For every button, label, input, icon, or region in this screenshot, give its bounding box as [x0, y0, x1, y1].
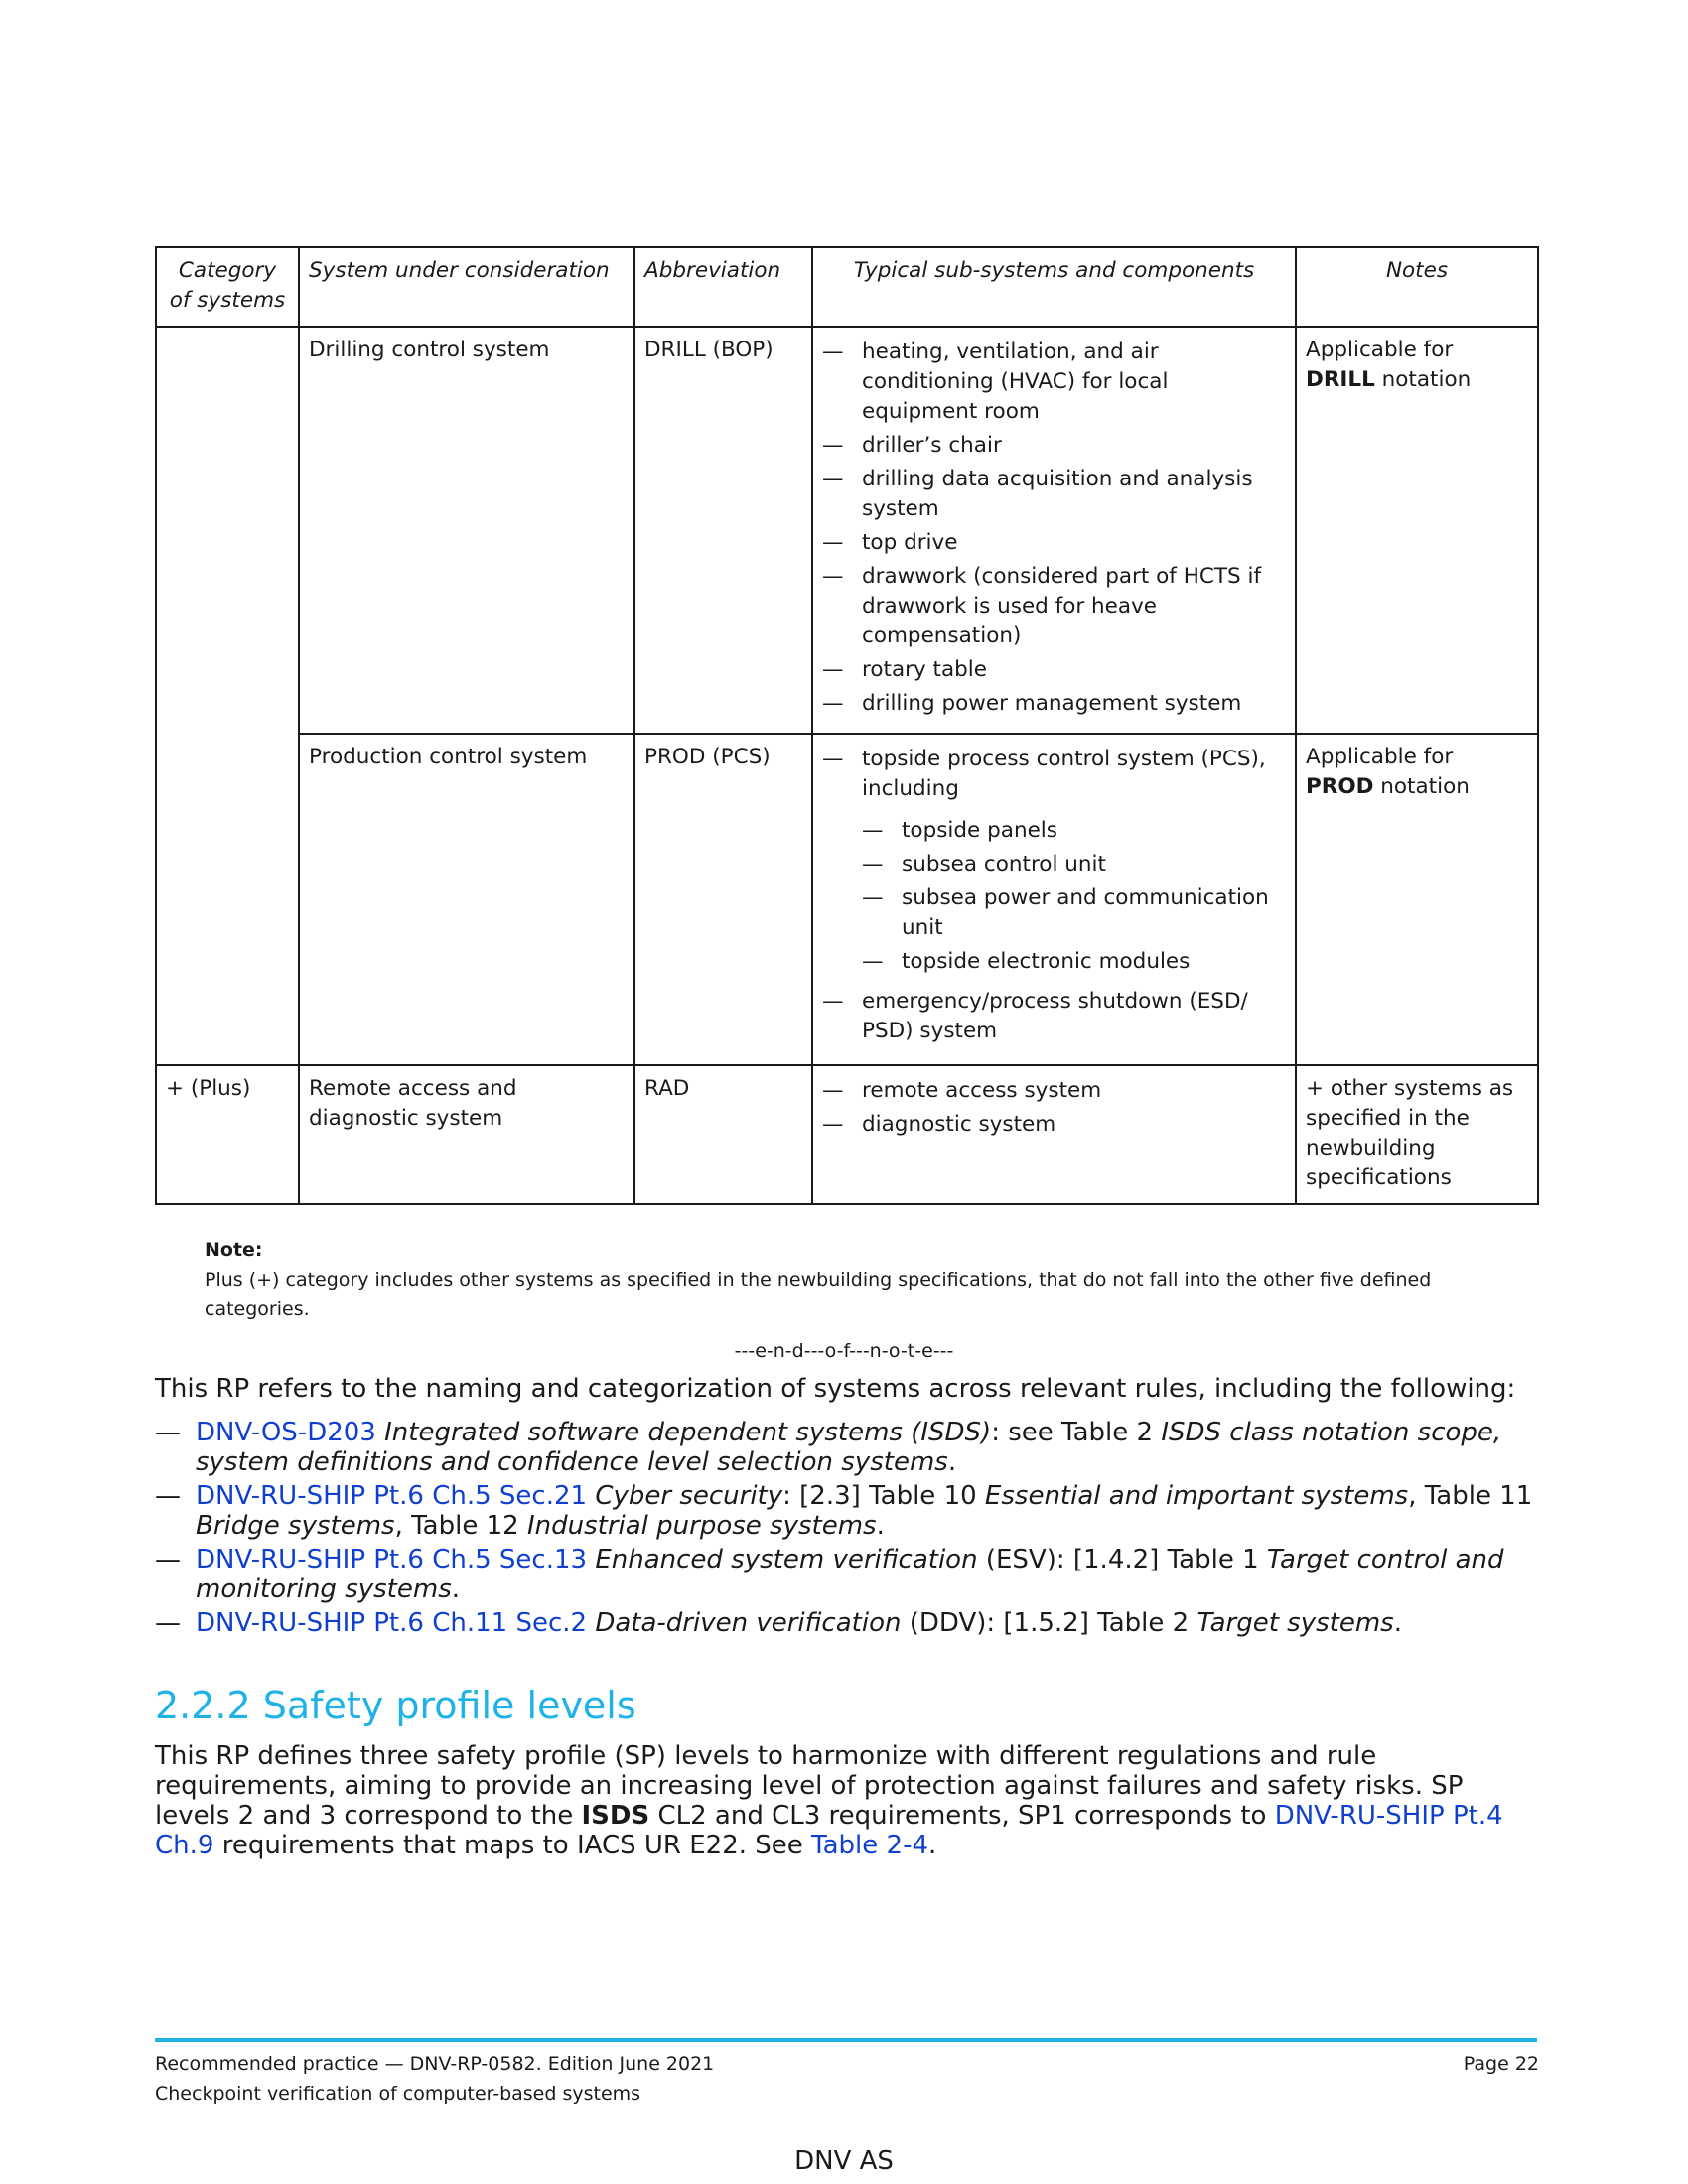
paragraph-text: requirements that maps to IACS UR E22. See [213, 1831, 812, 1860]
system-cell: Production control system [299, 734, 634, 1065]
subsystems-cell [812, 1065, 1296, 1204]
paragraph-text: . [928, 1831, 937, 1860]
table-row [156, 734, 1538, 1065]
list-item: — subsea control unit [862, 850, 1286, 880]
abbreviation-cell: RAD [634, 1065, 812, 1204]
table-header-row [156, 247, 1538, 327]
header-abbreviation: Abbreviation [634, 247, 812, 327]
rule-title: Target systems [1196, 1608, 1394, 1638]
table-row [156, 1065, 1538, 1204]
note-text: Plus (+) category includes other systems as specified in the newbuilding specifications, that do not fall into the other five defined categories. [205, 1269, 1432, 1320]
subsystems-cell [812, 327, 1296, 734]
safety-profile-paragraph [155, 1741, 1545, 1860]
header-notes: Notes [1296, 247, 1538, 327]
subsystems-cell [812, 734, 1296, 1065]
table-2-4-link[interactable]: Table 2-4 [811, 1831, 929, 1860]
rule-text: , Table 11 [1408, 1481, 1533, 1511]
rule-title: Bridge systems [196, 1511, 395, 1541]
nested-list [862, 816, 1286, 977]
systems-table [155, 246, 1539, 1205]
list-item: — drilling power management system [822, 689, 1286, 719]
page-number: Page 22 [1463, 2053, 1539, 2075]
list-item-text: topside process control system (PCS), including [862, 747, 1266, 801]
note-label: Note: [205, 1239, 263, 1261]
header-system: System under consideration [299, 247, 634, 327]
list-item: — subsea power and communication unit [862, 884, 1286, 943]
rule-title: Target control and monitoring systems [196, 1545, 1504, 1604]
list-item: — heating, ventilation, and air conditioning (HVAC) for local equipment room [822, 338, 1286, 427]
system-cell: Remote access and diagnostic system [299, 1065, 634, 1204]
system-cell: Drilling control system [299, 327, 634, 734]
abbreviation-cell: DRILL (BOP) [634, 327, 812, 734]
rule-title: Essential and important systems [984, 1481, 1409, 1511]
category-cell [156, 327, 299, 734]
list-item [822, 745, 1286, 977]
rule-link-pt4-ch9[interactable]: DNV-RU-SHIP Pt.4 Ch.9 [155, 1801, 1503, 1860]
category-cell [156, 734, 299, 1065]
rule-link-ddv[interactable]: DNV-RU-SHIP Pt.6 Ch.11 Sec.2 [196, 1608, 588, 1638]
footer-line: Checkpoint verification of computer-based systems [155, 2083, 641, 2105]
subsystem-list [822, 1076, 1286, 1140]
rule-title: Enhanced system verification [595, 1545, 978, 1574]
list-item [155, 1418, 1545, 1477]
notes-cell [1296, 734, 1538, 1065]
intro-paragraph: This RP refers to the naming and categorization of systems across relevant rules, including the following: [155, 1374, 1516, 1404]
rule-text: , Table 12 [394, 1511, 527, 1541]
notes-bold: DRILL [1306, 367, 1375, 392]
notes-cell [1296, 327, 1538, 734]
rule-title: ISDS class notation scope, system definitions and confidence level selection systems [196, 1418, 1502, 1477]
notes-cell: + other systems as specified in the newbuilding specifications [1296, 1065, 1538, 1204]
footer-document-info [155, 2049, 714, 2109]
header-category: Category of systems [156, 247, 299, 327]
rule-title: Industrial purpose systems [526, 1511, 877, 1541]
list-item: — remote access system [822, 1076, 1286, 1106]
paragraph-text: This RP defines three safety profile (SP) levels to harmonize with different regulations and rule requirements, aiming to provide an increasing level of protection against failures and safety risks. SP levels 2 and 3 correspond to the [155, 1741, 1464, 1831]
list-item: — drawwork (considered part of HCTS if drawwork is used for heave compensation) [822, 562, 1286, 651]
notes-prefix: Applicable for [1306, 745, 1454, 769]
table-row [156, 327, 1538, 734]
rule-text: (DDV): [1.5.2] Table 2 [901, 1608, 1197, 1638]
list-item: — drilling data acquisition and analysis system [822, 465, 1286, 524]
list-item [155, 1608, 1545, 1638]
list-item: — emergency/process shutdown (ESD/ PSD) system [822, 987, 1286, 1046]
list-item: — topside electronic modules [862, 947, 1286, 977]
footer-divider [155, 2038, 1537, 2042]
list-item [155, 1545, 1545, 1604]
subsystem-list [822, 338, 1286, 719]
notes-suffix: notation [1380, 774, 1470, 799]
category-cell: + (Plus) [156, 1065, 299, 1204]
rule-text: : see Table 2 [991, 1418, 1162, 1447]
header-subsystems: Typical sub-systems and components [812, 247, 1296, 327]
rule-title: Data-driven verification [595, 1608, 902, 1638]
list-item [155, 1481, 1545, 1541]
notes-suffix: notation [1381, 367, 1472, 392]
rule-title: Cyber security [595, 1481, 783, 1511]
rule-text: . [876, 1511, 885, 1541]
footer-line: Recommended practice — DNV-RP-0582. Edition June 2021 [155, 2053, 715, 2075]
table-note [205, 1235, 1495, 1324]
rule-link-esv[interactable]: DNV-RU-SHIP Pt.6 Ch.5 Sec.13 [196, 1545, 588, 1574]
list-item: — rotary table [822, 655, 1286, 685]
rule-text: . [947, 1447, 957, 1477]
rule-title: Integrated software dependent systems (ISDS) [384, 1418, 992, 1447]
notes-prefix: Applicable for [1306, 338, 1454, 362]
company-name: DNV AS [794, 2146, 894, 2176]
paragraph-text: CL2 and CL3 requirements, SP1 corresponds to [649, 1801, 1275, 1831]
section-heading: 2.2.2 Safety profile levels [155, 1684, 636, 1727]
abbreviation-cell: PROD (PCS) [634, 734, 812, 1065]
rule-link-os-d203[interactable]: DNV-OS-D203 [196, 1418, 376, 1447]
list-item: — driller’s chair [822, 431, 1286, 461]
subsystem-list [822, 745, 1286, 1046]
list-item: — topside panels [862, 816, 1286, 846]
rule-link-cyber-security[interactable]: DNV-RU-SHIP Pt.6 Ch.5 Sec.21 [196, 1481, 588, 1511]
rule-text: : [2.3] Table 10 [782, 1481, 985, 1511]
notes-bold: PROD [1306, 774, 1374, 799]
list-item: — top drive [822, 528, 1286, 558]
list-item: — diagnostic system [822, 1110, 1286, 1140]
rule-text: . [1393, 1608, 1402, 1638]
rule-text: . [451, 1574, 461, 1604]
bold-term: ISDS [581, 1801, 650, 1831]
rule-text: (ESV): [1.4.2] Table 1 [977, 1545, 1267, 1574]
rules-list [155, 1418, 1545, 1642]
end-of-note-marker: ---e-n-d---o-f---n-o-t-e--- [734, 1340, 954, 1362]
